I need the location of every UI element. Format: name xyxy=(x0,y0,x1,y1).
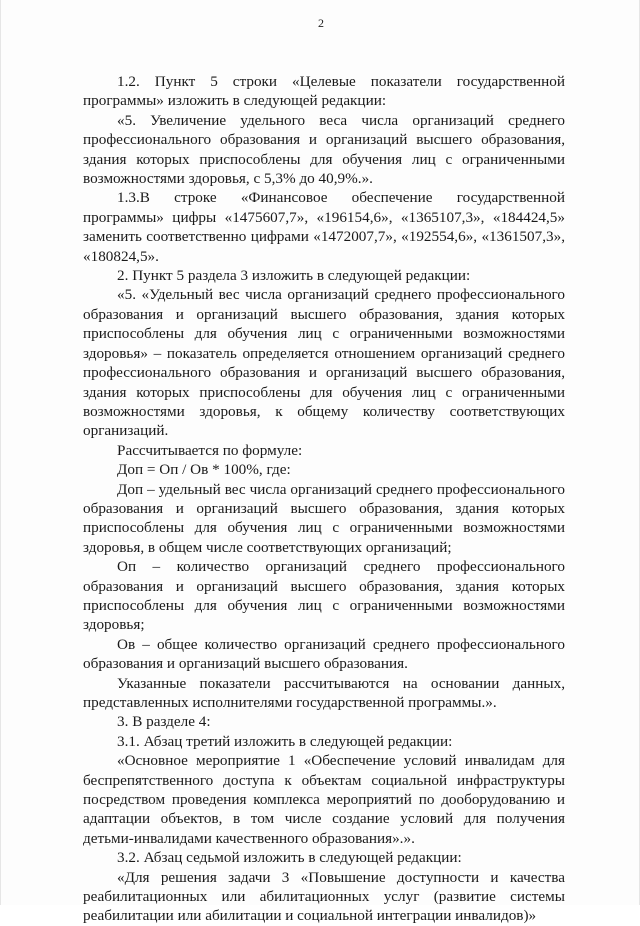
paragraph-task-3: «Для решения задачи 3 «Повышение доступности и качества реабилитационных или абилитационных услуг (развитие системы реабилитации или абилитации и социальной интеграции инвалидов)» xyxy=(83,868,565,925)
paragraph-op-definition: Оп – количество организаций среднего профессионального образования и организаций высшего образования, здания которых приспособлены для обучения лиц с ограниченными возможностями здоровья; xyxy=(83,558,565,634)
paragraph-indicator-definition: «5. «Удельный вес числа организаций среднего профессионального образования и организаций высшего образования, здания которых приспособлены для обучения лиц с ограниченными возможностями здоровья» – показатель определяется отношением организаций среднего профессионального образования и организаций высшего образования, здания которых приспособлены для обучения лиц с ограниченными возможностями здоровья, к общему количеству соответствующих организаций. xyxy=(83,286,565,440)
page-number: 2 xyxy=(318,16,324,30)
paragraph-1-2: 1.2. Пункт 5 строки «Целевые показатели государственной программы» изложить в следующей редакции: xyxy=(83,73,565,110)
paragraph-3-1: 3.1. Абзац третий изложить в следующей редакции: xyxy=(117,732,453,750)
paragraph-formula-intro: Рассчитывается по формуле: xyxy=(117,441,303,459)
paragraph-target-indicator-5: «5. Увеличение удельного веса числа организаций среднего профессионального образования и организаций высшего образования, здания которых приспособлены для обучения лиц с ограниченными возможностями здоровья, с 5,3% до 40,9%.». xyxy=(83,111,565,188)
paragraph-3: 3. В разделе 4: xyxy=(117,713,211,731)
paragraph-formula: Доп = Оп / Ов * 100%, где: xyxy=(117,461,291,479)
paragraph-dop-definition: Доп – удельный вес числа организаций среднего профессионального образования и организаций высшего образования, здания которых приспособлены для обучения лиц с ограниченными возможностями здоровья, в общем числе соответствующих организаций; xyxy=(83,480,565,556)
document-body xyxy=(83,72,565,926)
paragraph-1-3: 1.3.В строке «Финансовое обеспечение государственной программы» цифры «1475607,7», «196154,6», «1365107,3», «184424,5» заменить соответственно цифрами «1472007,7», «192554,6», «1361507,3», «180824,5». xyxy=(83,189,565,265)
paragraph-ov-definition: Ов – общее количество организаций среднего профессионального образования и организаций высшего образования. xyxy=(83,635,565,673)
paragraph-3-2: 3.2. Абзац седьмой изложить в следующей редакции: xyxy=(117,849,462,867)
paragraph-main-activity-1: «Основное мероприятие 1 «Обеспечение условий инвалидам для беспрепятственного доступа к объектам социальной инфраструктуры посредством проведения комплекса мероприятий по дооборудованию и адаптации объектов, в том числе создание условий для получения детьми-инвалидами качественного образования».». xyxy=(83,752,565,847)
paragraph-data-source: Указанные показатели рассчитываются на основании данных, представленных исполнителями государственной программы.». xyxy=(83,674,565,711)
paragraph-2: 2. Пункт 5 раздела 3 изложить в следующей редакции: xyxy=(117,267,471,285)
